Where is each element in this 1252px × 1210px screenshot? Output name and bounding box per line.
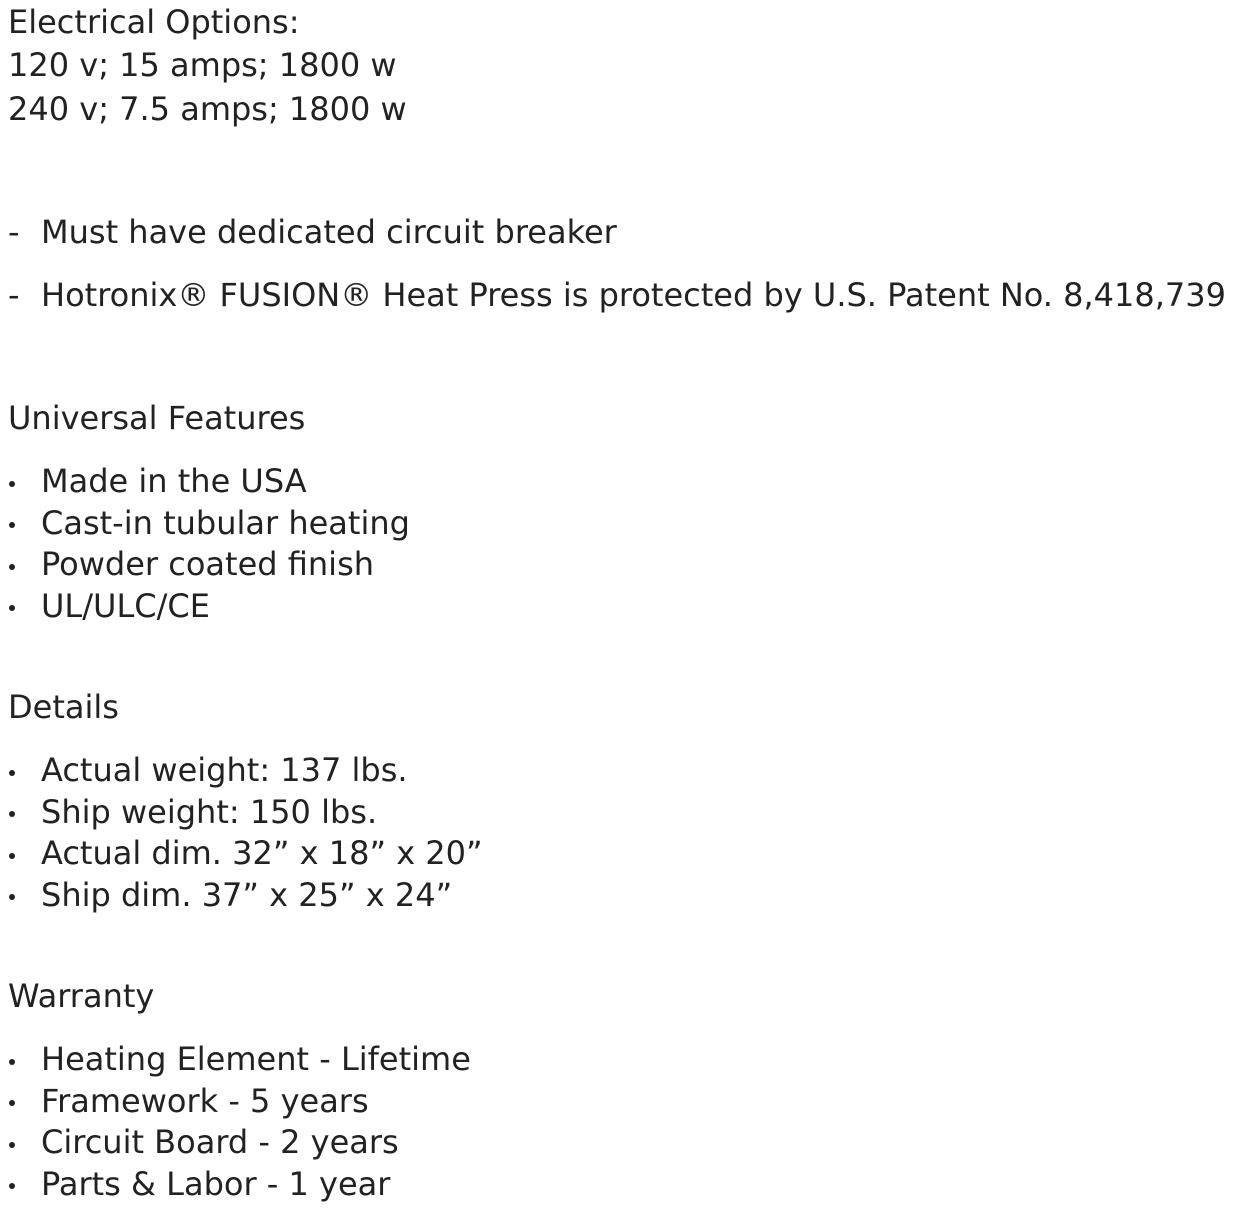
note-circuit-breaker — [8, 213, 617, 251]
list-item: Made in the USA — [0, 461, 410, 503]
electrical-option-120v: 120 v; 15 amps; 1800 w — [8, 46, 397, 84]
universal-features-list — [0, 461, 410, 627]
dash-marker: - — [8, 276, 20, 314]
list-item: Cast-in tubular heating — [0, 503, 410, 545]
list-item: Ship weight: 150 lbs. — [0, 792, 483, 834]
details-list — [0, 750, 483, 916]
list-item: Actual dim. 32” x 18” x 20” — [0, 833, 483, 875]
universal-features-heading: Universal Features — [8, 399, 306, 437]
electrical-option-240v: 240 v; 7.5 amps; 1800 w — [8, 90, 407, 128]
electrical-options-title: Electrical Options: — [8, 3, 300, 41]
list-item: Ship dim. 37” x 25” x 24” — [0, 875, 483, 917]
list-item: Powder coated finish — [0, 544, 410, 586]
warranty-heading: Warranty — [8, 977, 155, 1015]
list-item: Framework - 5 years — [0, 1081, 471, 1123]
note-text: Must have dedicated circuit breaker — [41, 213, 617, 251]
dash-marker: - — [8, 213, 20, 251]
note-patent — [8, 276, 1226, 314]
warranty-list — [0, 1039, 471, 1205]
list-item: Circuit Board - 2 years — [0, 1122, 471, 1164]
list-item: Heating Element - Lifetime — [0, 1039, 471, 1081]
note-text: Hotronix® FUSION® Heat Press is protected by U.S. Patent No. 8,418,739 — [41, 276, 1226, 314]
details-heading: Details — [8, 688, 119, 726]
list-item: Actual weight: 137 lbs. — [0, 750, 483, 792]
list-item: Parts & Labor - 1 year — [0, 1164, 471, 1206]
list-item: UL/ULC/CE — [0, 586, 410, 628]
